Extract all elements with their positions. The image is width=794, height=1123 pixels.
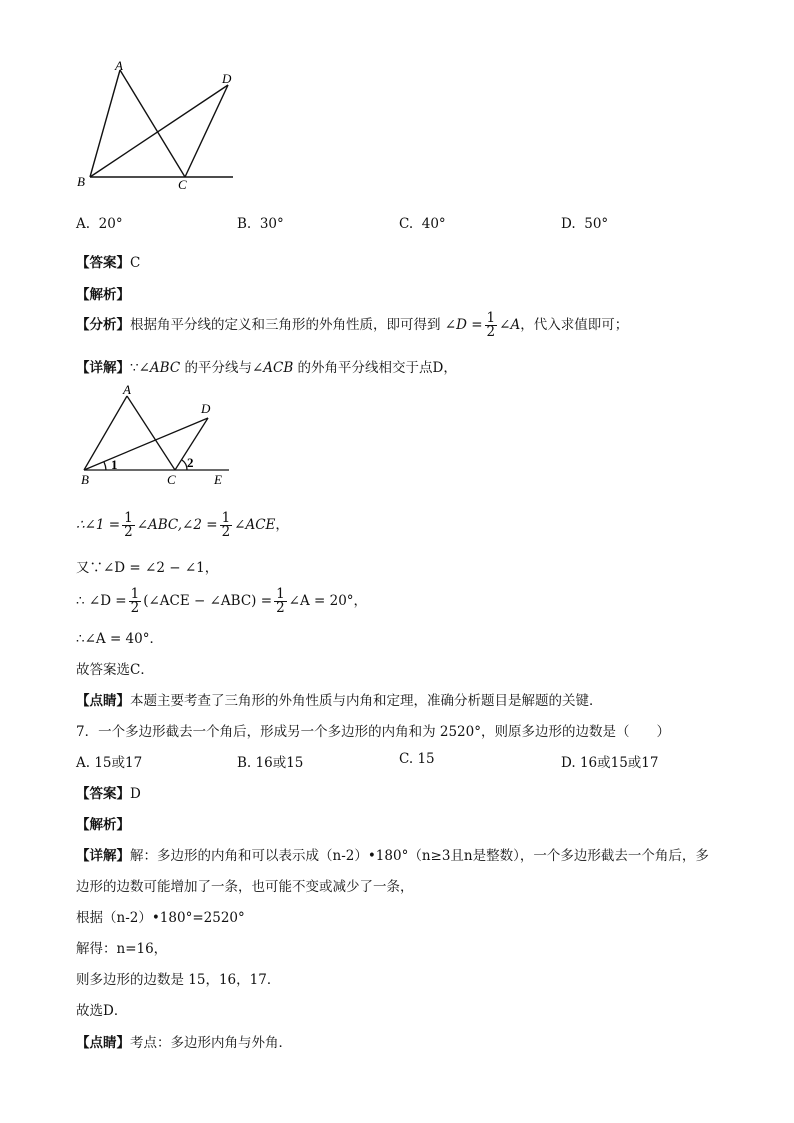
fraction-numerator: 1	[276, 586, 285, 602]
q7-review	[76, 1031, 292, 1051]
figure2-label-e: E	[214, 472, 222, 487]
fraction-numerator: 1	[486, 310, 496, 326]
fraction-numerator: 1	[221, 510, 231, 526]
option-value: 16或15或17	[579, 755, 659, 771]
step1-d: ，	[275, 517, 289, 533]
option-letter: A.	[76, 755, 91, 771]
fenxi-text-b: ，代入求值即可；	[520, 317, 629, 333]
detail-tag: 【详解】	[76, 360, 130, 376]
option-value: 50°	[584, 216, 609, 232]
answer-tag: 【答案】	[76, 255, 130, 271]
option-letter: C.	[399, 216, 414, 232]
figure2-label-d: D	[201, 401, 211, 416]
q7-answer	[76, 782, 141, 802]
fenxi-tag: 【分析】	[76, 317, 130, 333]
q7-step-4: 解得：n=16，	[76, 941, 168, 957]
option-letter: A.	[76, 216, 91, 232]
fenxi-formula-rhs: ∠A	[499, 317, 521, 333]
step3-c: ∠A = 20°，	[288, 593, 368, 609]
q7-option-b	[237, 751, 303, 771]
step1-a: ∴∠1 =	[76, 517, 121, 533]
q6-answer	[76, 251, 140, 271]
fraction-numerator: 1	[124, 510, 133, 526]
q6-step-2: 又∵∠D = ∠2 − ∠1，	[76, 560, 219, 576]
option-letter: D.	[561, 216, 576, 232]
q7-question: 7．一个多边形截去一个角后，形成另一个多边形的内角和为 2520°，则原多边形的边数是（ ）	[76, 724, 670, 740]
fraction-denominator: 2	[276, 600, 285, 616]
q7-step-5: 则多边形的边数是 15，16，17．	[76, 972, 281, 988]
q7-step-3: 根据（n-2）•180°=2520°	[76, 910, 245, 926]
q7-analysis-tag: 【解析】	[76, 817, 130, 833]
q7-step-6: 故选D．	[76, 1003, 128, 1019]
step3-a: ∴ ∠D =	[76, 593, 127, 609]
option-value: 30°	[259, 216, 284, 232]
q6-conclusion: 故答案选C．	[76, 662, 154, 678]
answer-tag: 【答案】	[76, 786, 130, 802]
figure2-label-c: C	[167, 472, 176, 487]
q6-fenxi	[76, 312, 628, 339]
q7-option-d	[561, 751, 658, 771]
q7-detail-line1	[76, 844, 709, 864]
figure1-label-c: C	[178, 177, 187, 192]
option-value: 15或17	[94, 755, 143, 771]
option-letter: C.	[399, 751, 414, 767]
q6-option-d	[561, 216, 608, 232]
q6-analysis-tag: 【解析】	[76, 287, 130, 303]
figure-angle-bisectors	[72, 380, 242, 490]
fraction-denominator: 2	[124, 524, 133, 540]
option-letter: D.	[561, 755, 576, 771]
figure2-angle-label-1: 1	[111, 457, 118, 472]
detail-text-c: 的外角平分线相交于点D，	[293, 360, 457, 376]
review-tag: 【点睛】	[76, 1035, 130, 1051]
figure1-label-a: A	[115, 58, 123, 73]
figure-triangle-abc-d	[70, 55, 250, 195]
detail-tag: 【详解】	[76, 848, 130, 864]
detail-text-b: 的平分线与	[180, 360, 252, 376]
step3-b: (∠ACE − ∠ABC) =	[143, 593, 273, 609]
fraction-half	[129, 588, 142, 615]
fraction-half	[485, 312, 498, 339]
q6-step-3	[76, 588, 367, 615]
option-value: 40°	[421, 216, 446, 232]
fraction-half	[122, 512, 135, 539]
fraction-half	[220, 512, 233, 539]
fraction-half	[274, 588, 287, 615]
review-text: 本题主要考查了三角形的外角性质与内角和定理，准确分析题目是解题的关键．	[130, 693, 603, 709]
figure1-label-d: D	[222, 71, 232, 86]
option-letter: B.	[237, 755, 252, 771]
review-text: 考点：多边形内角与外角．	[130, 1035, 292, 1051]
option-value: 15	[417, 751, 435, 767]
fraction-numerator: 1	[130, 586, 140, 602]
detail-text: 解：多边形的内角和可以表示成（n-2）•180°（n≥3且n是整数），一个多边形截去一个角后，多	[130, 848, 709, 864]
fraction-denominator: 2	[130, 600, 140, 616]
q7-detail-line2: 边形的边数可能增加了一条，也可能不变或减少了一条，	[76, 879, 414, 895]
q7-option-c	[399, 751, 435, 767]
step1-c: ∠ACE	[234, 517, 276, 533]
figure2-label-b: B	[81, 472, 89, 487]
review-tag: 【点睛】	[76, 693, 130, 709]
detail-angle-abc: ∠ABC	[138, 360, 181, 376]
fenxi-formula-lhs: ∠D =	[444, 317, 483, 333]
q6-option-b	[237, 216, 284, 232]
answer-value: C	[130, 255, 141, 271]
answer-value: D	[130, 786, 141, 802]
fraction-denominator: 2	[221, 524, 231, 540]
detail-angle-acb: ∠ACB	[251, 360, 294, 376]
q6-option-a	[76, 216, 123, 232]
step1-b: ∠ABC,∠2 =	[136, 517, 218, 533]
figure2-label-a: A	[123, 382, 131, 397]
figure1-label-b: B	[77, 174, 85, 189]
fraction-denominator: 2	[486, 324, 496, 340]
q7-option-a	[76, 751, 142, 771]
q6-option-c	[399, 216, 446, 232]
figure2-angle-label-2: 2	[187, 455, 194, 470]
option-value: 20°	[98, 216, 123, 232]
option-value: 16或15	[255, 755, 304, 771]
q6-detail	[76, 356, 457, 376]
q6-step-1	[76, 512, 289, 539]
q6-review	[76, 689, 603, 709]
option-letter: B.	[237, 216, 252, 232]
fenxi-text-a: 根据角平分线的定义和三角形的外角性质，即可得到	[130, 317, 441, 333]
detail-text-a: ∵	[130, 360, 139, 376]
q6-step-4: ∴∠A = 40°．	[76, 631, 163, 647]
